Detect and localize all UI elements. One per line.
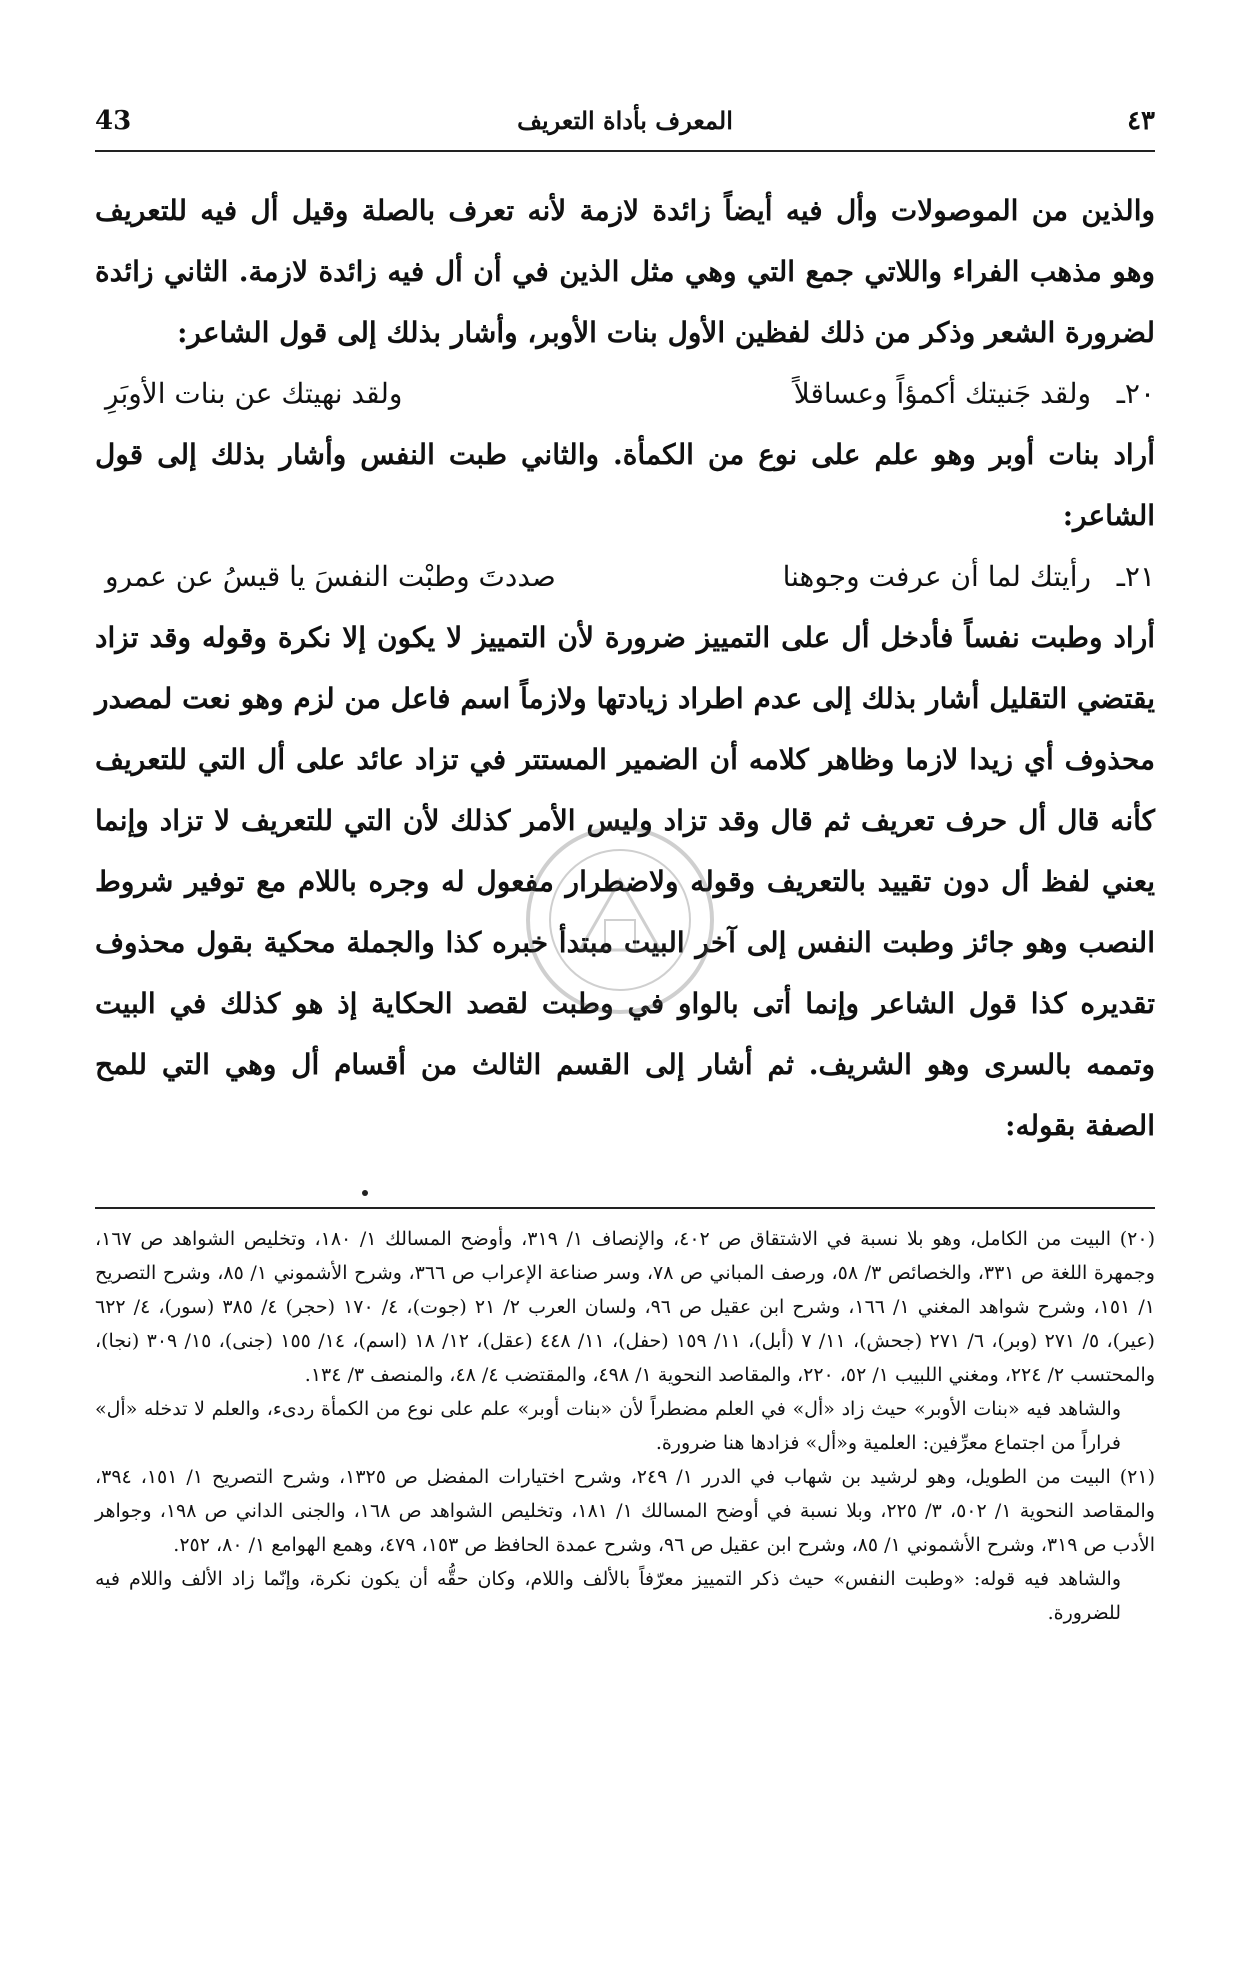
verse-20 — [95, 363, 1155, 424]
footnote-21: (٢١) البيت من الطويل، وهو لرشيد بن شهاب في الدرر ١/ ٢٤٩، وشرح اختيارات المفضل ص ١٣٢٥، وشرح التصريح ١/ ١٥١، ٣٩٤، والمقاصد النحوية ١/ ٥٠٢، ٣/ ٢٢٥، وبلا نسبة في أوضح المسالك ١/ ١٨١، وتخليص الشواهد ص ١٦٨، والجنى الداني ص ١٩٨، وجواهر الأدب ص ٣١٩، وشرح الأشموني ١/ ٨٥، وشرح ابن عقيل ص ٩٦، وشرح عمدة الحافظ ص ١٥٣، ٤٧٩، وهمع الهوامع ١/ ٨٠، ٢٥٢. — [95, 1466, 1155, 1556]
page-number-arabic: ٤٣ — [1127, 106, 1155, 136]
footnotes — [95, 1222, 1155, 1630]
page-header — [95, 100, 1155, 148]
header-rule — [95, 150, 1155, 152]
verse-number: ٢٠ـ — [1116, 377, 1155, 410]
paragraph-3: أراد وطبت نفساً فأدخل أل على التمييز ضرورة لأن التمييز لا يكون إلا نكرة وقوله وقد تزاد يقتضي التقليل أشار بذلك إلى عدم اطراد زيادتها ولازماً اسم فاعل من لزم وهو نعت لمصدر محذوف أي زيدا لازما وظاهر كلامه أن الضمير المستتر في تزاد عائد على أل التي للتعريف كأنه قال أل حرف تعريف ثم قال وقد تزاد وليس الأمر كذلك لأن التي للتعريف لا تزاد وإنما يعني لفظ أل دون تقييد بالتعريف وقوله ولاضطرار مفعول له وجره باللام مع توفير شروط النصب وهو جائز وطبت النفس إلى آخر البيت مبتدأ خبره كذا والجملة محكية بقول محذوف تقديره كذا قول الشاعر وإنما أتى بالواو في وطبت لقصد الحكاية إذ هو كذلك في البيت وتممه بالسرى وهو الشريف. ثم أشار إلى القسم الثالث من أقسام أل وهي التي للمح الصفة بقوله: — [95, 621, 1155, 1142]
verse-hemistich-second: صددتَ وطبْت النفسَ يا قيسُ عن عمرو — [105, 560, 556, 593]
library-seal-watermark-icon — [520, 820, 720, 1020]
verse-hemistich-first: ولقد جَنيتك أكمؤاً وعساقلاً — [793, 377, 1091, 410]
verse-21 — [95, 546, 1155, 607]
footnote-21-note: والشاهد فيه قوله: «وطبت النفس» حيث ذكر التمييز معرّفاً بالألف واللام، وكان حقُّه أن يكون نكرة، وإنّما زاد الألف واللام فيه للضرورة. — [95, 1568, 1121, 1624]
footnote-20: (٢٠) البيت من الكامل، وهو بلا نسبة في الاشتقاق ص ٤٠٢، والإنصاف ١/ ٣١٩، وأوضح المسالك ١/ ١٨٠، وتخليص الشواهد ص ١٦٧، وجمهرة اللغة ص ٣٣١، والخصائص ٣/ ٥٨، ورصف المباني ص ٧٨، وسر صناعة الإعراب ص ٣٦٦، وشرح الأشموني ١/ ٨٥، وشرح التصريح ١/ ١٥١، وشرح شواهد المغني ١/ ١٦٦، وشرح ابن عقيل ص ٩٦، ولسان العرب ٢/ ٢١ (جوت)، ٤/ ١٧٠ (حجر) ٤/ ٣٨٥ (سور)، ٤/ ٦٢٢ (عير)، ٥/ ٢٧١ (وبر)، ٦/ ٢٧١ (جحش)، ١١/ ٧ (أبل)، ١١/ ١٥٩ (حفل)، ١١/ ٤٤٨ (عقل)، ١٢/ ١٨ (اسم)، ١٤/ ١٥٥ (جنى)، ١٥/ ٣٠٩ (نجا)، والمحتسب ٢/ ٢٢٤، ومغني اللبيب ١/ ٥٢، ٢٢٠، والمقاصد النحوية ١/ ٤٩٨، والمقتضب ٤/ ٤٨، والمنصف ٣/ ١٣٤. — [95, 1228, 1155, 1386]
paragraph-1: والذين من الموصولات وأل فيه أيضاً زائدة لازمة لأنه تعرف بالصلة وقيل أل فيه للتعريف وهو مذهب الفراء واللاتي جمع التي وهي مثل الذين في أن أل فيه زائدة لازمة. الثاني زائدة لضرورة الشعر وذكر من ذلك لفظين الأول بنات الأوبر، وأشار بذلك إلى قول الشاعر: — [95, 194, 1155, 349]
paragraph-2: أراد بنات أوبر وهو علم على نوع من الكمأة. والثاني طبت النفس وأشار بذلك إلى قول الشاعر: — [95, 438, 1155, 532]
separator-dot — [362, 1190, 368, 1196]
verse-hemistich-second: ولقد نهيتك عن بنات الأوبَرِ — [105, 377, 403, 410]
verse-number: ٢١ـ — [1116, 560, 1155, 593]
footnote-rule — [95, 1207, 1155, 1209]
footnote-20-note: والشاهد فيه «بنات الأوبر» حيث زاد «أل» في العلم مضطراً لأن «بنات أوبر» علم على نوع من الكمأة ردىء، والعلم لا تدخله «أل» فراراً من اجتماع معرِّفين: العلمية و«أل» فزادها هنا ضرورة. — [95, 1398, 1121, 1454]
running-title: المعرف بأداة التعريف — [517, 106, 733, 135]
page-number-latin: 43 — [95, 106, 132, 136]
verse-hemistich-first: رأيتك لما أن عرفت وجوهنا — [782, 560, 1091, 593]
